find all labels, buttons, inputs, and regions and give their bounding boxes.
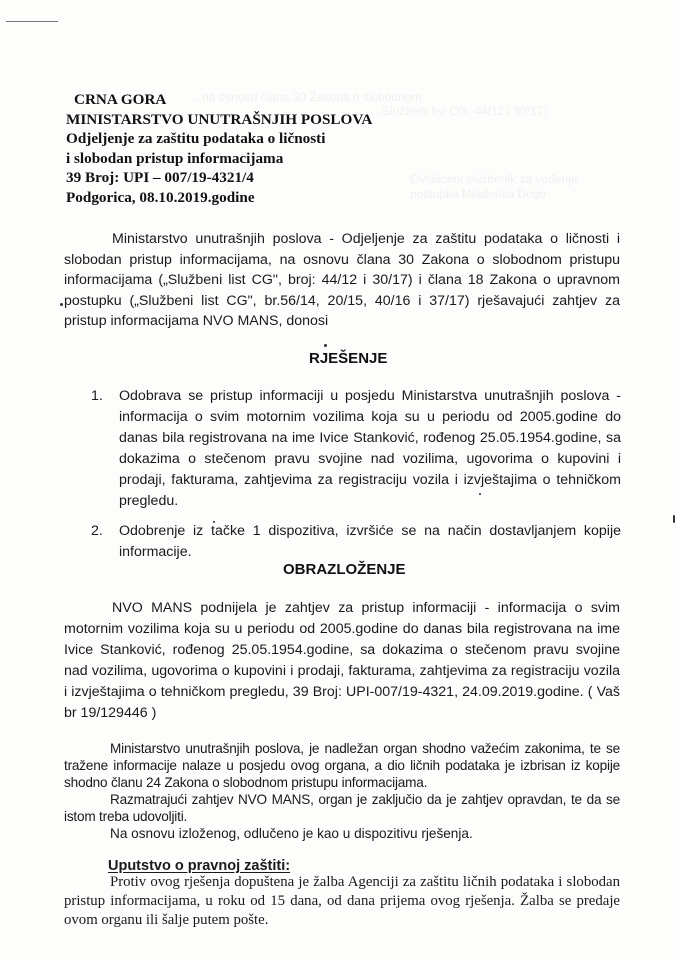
scan-speck: [479, 493, 481, 495]
letterhead: [66, 90, 372, 208]
bleed-through-text: …na osnovu člana 30 Zakona o slobodnom: [190, 90, 422, 104]
letterhead-country: CRNA GORA: [74, 91, 167, 108]
decision-item: [91, 521, 621, 563]
letterhead-place-date: Podgorica, 08.10.2019.godine: [66, 188, 255, 206]
bleed-through-text: …Službeni list CG, 44/12 i 30/17): [370, 104, 548, 118]
decision-item-text: Odobrenje iz tačke 1 dispozitiva, izvršiće se na način dostavljanjem kopije informacije.: [119, 523, 621, 560]
letterhead-ministry: MINISTARSTVO UNUTRAŠNJIH POSLOVA: [66, 110, 373, 128]
scan-edge-line: [6, 21, 58, 22]
reasoning-paragraph: NVO MANS podnijela je zahtjev za pristup informaciji - informacija o svim motornim vozilima koja su u periodu od 2005.godine do danas bila registrovana na ime Ivice Stanković, rođenog 25.05.1954.godine, sa dokazima o stečenom pravu svojine nad vozilima, ugovorima o kupovini i prodaji, fakturama, zahtjevima za registraciju vozila i izvještajima o tehničkom pregledu, 39 Broj: UPI-007/19-4321, 24.09.2019.godine. ( Vaš br 19/129446 ): [64, 600, 620, 721]
reasoning-paragraph: Razmatrajući zahtjev NVO MANS, organ je zaključio da je zahtjev opravdan, te da se istom treba udovoljiti.: [64, 792, 620, 824]
letterhead-department: Odjeljenje za zaštitu podataka o ličnosti: [66, 130, 326, 148]
scan-speck: [324, 344, 327, 347]
decision-item-text: Odobrava se pristup informaciji u posjedu Ministarstva unutrašnjih poslova - informacija o svim motornim vozilima koja su u periodu od 2005.godine do danas bila registrovana na ime Ivice Stanković, rođenog 25.05.1954.godine, sa dokazima o stečenom pravu svojine nad vozilima, ugovorima o kupovini i prodaji, fakturama, zahtjevima za registraciju vozila i izvještajima o tehničkom pregledu.: [119, 388, 621, 509]
letterhead-department-cont: i slobodan pristup informacijama: [66, 149, 284, 167]
legal-remedy-text: Protiv ovog rješenja dopuštena je žalba Agenciji za zaštitu ličnih podataka i slobodan pristup informacijama, u roku od 15 dana, od dana prijema ovog rješenja. Žalba se predaje ovom organu ili šalje putem pošte.: [64, 874, 620, 928]
scan-speck: [60, 303, 63, 306]
decision-item-number: 2.: [91, 523, 103, 539]
decision-item-number: 1.: [91, 388, 103, 404]
intro-paragraph: Ministarstvo unutrašnjih poslova - Odjeljenje za zaštitu podataka o ličnosti i slobodan pristup informacijama, na osnovu člana 30 Zakona o slobodnom pristupu informacijama („Službeni list CG", broj: 44/12 i 30/17) i člana 18 Zakona o upravnom postupku („Službeni list CG", br.56/14, 20/15, 40/16 i 37/17) rješavajući zahtjev za pristup informacijama NVO MANS, donosi: [64, 231, 620, 330]
reasoning-heading: OBRAZLOŽENJE: [283, 561, 406, 578]
legal-remedy-heading: Uputstvo o pravnoj zaštiti:: [108, 858, 291, 874]
reasoning-paragraph: Ministarstvo unutrašnjih poslova, je nadležan organ shodno važećim zakonima, te se tražene informacije nalaze u posjedu ovog organa, a dio ličnih podataka je izbrisan iz kopije shodno članu 24 Zakona o slobodnom pristupu informacijama.: [64, 741, 620, 790]
scan-speck: [673, 515, 675, 523]
letterhead-reference-number: 39 Broj: UPI – 007/19-4321/4: [66, 169, 254, 187]
scan-speck: [213, 521, 215, 523]
reasoning-paragraph: Na osnovu izloženog, odlučeno je kao u dispozitivu rješenja.: [110, 826, 473, 841]
decision-heading: RJEŠENJE: [309, 350, 388, 367]
decision-item: [91, 386, 621, 512]
bleed-through-text: Ovlašćeni službenik za vođenje postupka Mladenka Đogo: [410, 172, 578, 201]
